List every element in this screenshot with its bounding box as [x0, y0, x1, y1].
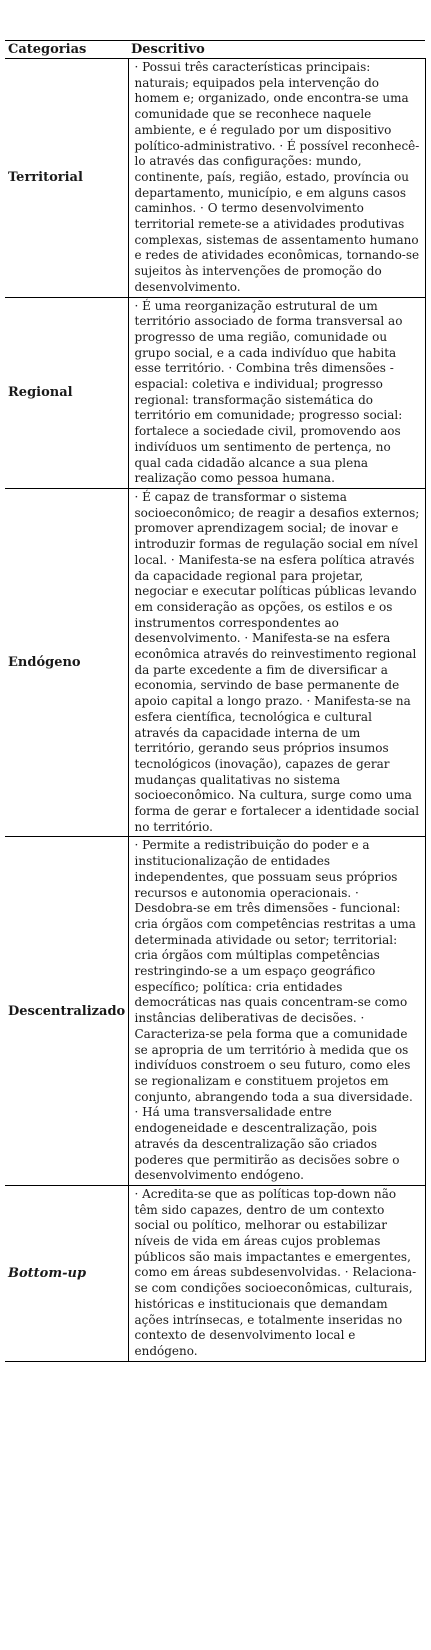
description-cell: · Permite a redistribuição do poder e a institucionalização de entidades independentes, que possuam seus próprios recursos e autonomia operacionais. · Desdobra-se em três dimensões - funcional: cria órgãos com competências restritas a uma determinada atividade ou setor; territorial: cria órgãos com múltiplas competências restringindo-se a um espaço geográfico específico; política: cria entidades democráticas nas quais concentram-se como instâncias deliberativas de decisões. · Caracteriza-se pela forma que a comunidade se apropria de um território à medida que os indivíduos constroem o seu futuro, como eles se regionalizam e constituem projetos em conjunto, abrangendo toda a sua diversidade. · Há uma transversalidade entre endogeneidade e descentralização, pois através da descentralização são criados poderes que permitirão as decisões sobre o desenvolvimento endógeno.: [128, 837, 425, 1185]
category-cell: Endógeno: [5, 488, 128, 836]
category-cell: Bottom-up: [5, 1185, 128, 1361]
description-cell: · Acredita-se que as políticas top-down não têm sido capazes, dentro de um contexto social ou político, melhorar ou estabilizar níveis de vida em áreas cujos problemas públicos são mais impactantes e emergentes, como em áreas subdesenvolvidas. · Relaciona-se com condições socioeconômicas, culturais, históricas e institucionais que demandam ações intrínsecas, e totalmente inseridas no contexto de desenvolvimento local e endógeno.: [128, 1185, 425, 1361]
table-row-bottom-up: [5, 1185, 425, 1361]
development-categories-table: [5, 40, 426, 1362]
category-cell: Descentralizado: [5, 837, 128, 1185]
category-cell: Regional: [5, 297, 128, 488]
table-header-row: [5, 41, 425, 59]
header-categorias: Categorias: [5, 41, 128, 59]
description-cell: · É capaz de transformar o sistema socioeconômico; de reagir a desafios externos; promover aprendizagem social; de inovar e introduzir formas de regulação social em nível local. · Manifesta-se na esfera política através da capacidade regional para projetar, negociar e executar políticas públicas levando em consideração as opções, os estilos e os instrumentos correspondentes ao desenvolvimento. · Manifesta-se na esfera econômica através do reinvestimento regional da parte excedente a fim de diversificar a economia, servindo de base permanente de apoio capital a longo prazo. · Manifesta-se na esfera científica, tecnológica e cultural através da capacidade interna de um território, gerando seus próprios insumos tecnológicos (inovação), capazes de gerar mudanças qualitativas no sistema socioeconômico. Na cultura, surge como uma forma de gerar e fortalecer a identidade social no território.: [128, 488, 425, 836]
description-cell: · Possui três características principais: naturais; equipados pela intervenção do homem e; organizado, onde encontra-se uma comunidade que se reconhece naquele ambiente, e é regulado por um dispositivo político-administrativo. · É possível reconhecê-lo através das configurações: mundo, continente, país, região, estado, província ou departamento, município, e em alguns casos caminhos. · O termo desenvolvimento territorial remete-se a atividades produtivas complexas, sistemas de assentamento humano e redes de atividades econômicas, tornando-se sujeitos às intervenções de promoção do desenvolvimento.: [128, 59, 425, 298]
description-cell: · É uma reorganização estrutural de um território associado de forma transversal ao progresso de uma região, comunidade ou grupo social, e a cada indivíduo que habita esse território. · Combina três dimensões - espacial: coletiva e individual; progresso regional: transformação sistemática do território em comunidade; progresso social: fortalece a sociedade civil, promovendo aos indivíduos um sentimento de pertença, no qual cada cidadão alcance a sua plena realização como pessoa humana.: [128, 297, 425, 488]
category-cell: Territorial: [5, 59, 128, 298]
table-row-regional: [5, 297, 425, 488]
header-descritivo: Descritivo: [128, 41, 425, 59]
table-row-territorial: [5, 59, 425, 298]
table-row-endogeno: [5, 488, 425, 836]
table-row-descentralizado: [5, 837, 425, 1185]
